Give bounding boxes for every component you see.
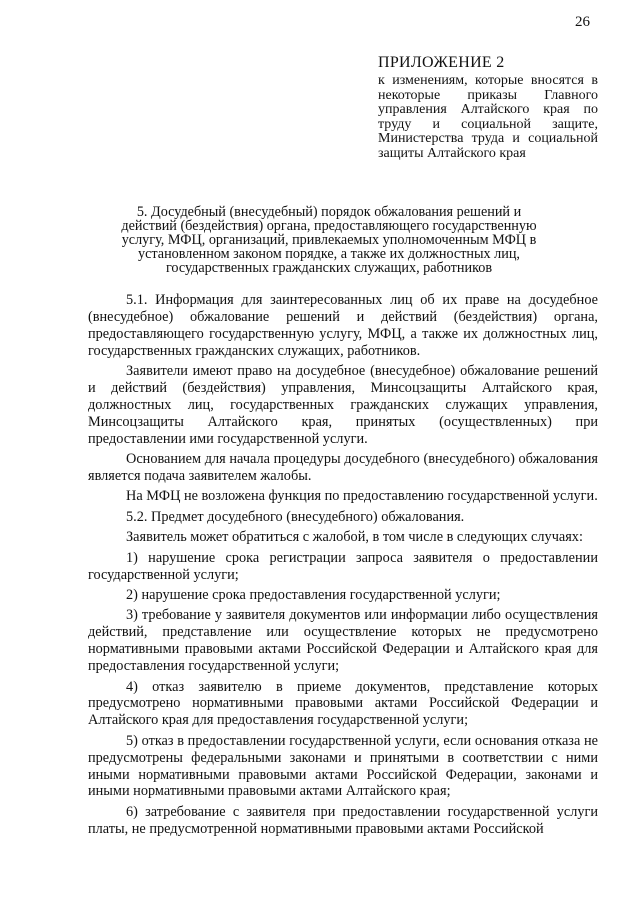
appendix-block	[378, 54, 598, 162]
paragraph: 5.2. Предмет досудебного (внесудебного) обжалования.	[126, 508, 465, 525]
paragraph: 5.1. Информация для заинтересованных лиц об их праве на досудебное (внесудебное) обжалование решений и действий (бездействия) органа, предоставляющего государственную услугу, МФЦ, а также их должностных лиц, государственных гражданских служащих, работников.	[88, 292, 598, 359]
section-heading: 5. Досудебный (внесудебный) порядок обжалования решений и действий (бездействия) органа, предоставляющего государственную услугу, МФЦ, организаций, привлекаемых уполномоченным МФЦ в установленном законом порядке, а также их должностных лиц, государственных гражданских служащих, работников	[121, 204, 537, 276]
list-item: 2) нарушение срока предоставления государственной услуги;	[126, 587, 501, 603]
page-number: 26	[575, 14, 590, 30]
paragraph: На МФЦ не возложена функция по предоставлению государственной услуги.	[126, 488, 598, 505]
list-item: 5) отказ в предоставлении государственной услуги, если основания отказа не предусмотрены федеральными законами и принятыми в соответствии с ними иными нормативными правовыми актами Российской Федерации, законами и иными нормативными правовыми актами Алтайского края;	[88, 732, 598, 800]
appendix-title: ПРИЛОЖЕНИЕ 2	[378, 54, 505, 71]
list-item: 6) затребование с заявителя при предоставлении государственной услуги платы, не предусмотренной нормативными правовыми актами Российской	[88, 803, 598, 837]
appendix-subtitle: к изменениям, которые вносятся в некоторые приказы Главного управления Алтайского края по труду и социальной защите, Министерства труда и социальной защиты Алтайского края	[378, 73, 598, 161]
main-text	[88, 292, 598, 841]
list-item: 3) требование у заявителя документов или информации либо осуществления действий, представление или осуществление которых не предусмотрено нормативными правовыми актами Российской Федерации и Алтайского края для предоставления государственной услуги;	[88, 607, 598, 675]
paragraph: Заявитель может обратиться с жалобой, в том числе в следующих случаях:	[126, 529, 583, 546]
list-item: 4) отказ заявителю в приеме документов, представление которых предусмотрено нормативными правовыми актами Российской Федерации и Алтайского края для предоставления государственной услуги;	[88, 678, 598, 729]
list-item: 1) нарушение срока регистрации запроса заявителя о предоставлении государственной услуги;	[88, 549, 598, 583]
paragraph: Основанием для начала процедуры досудебного (внесудебного) обжалования является подача заявителем жалобы.	[88, 451, 598, 485]
paragraph: Заявители имеют право на досудебное (внесудебное) обжалование решений и действий (бездействия) управления, Минсоцзащиты Алтайского края, должностных лиц, государственных гражданских служащих управления, Минсоцзащиты Алтайского края, принятых (осуществленных) при предоставлении ими государственной услуги.	[88, 363, 598, 447]
